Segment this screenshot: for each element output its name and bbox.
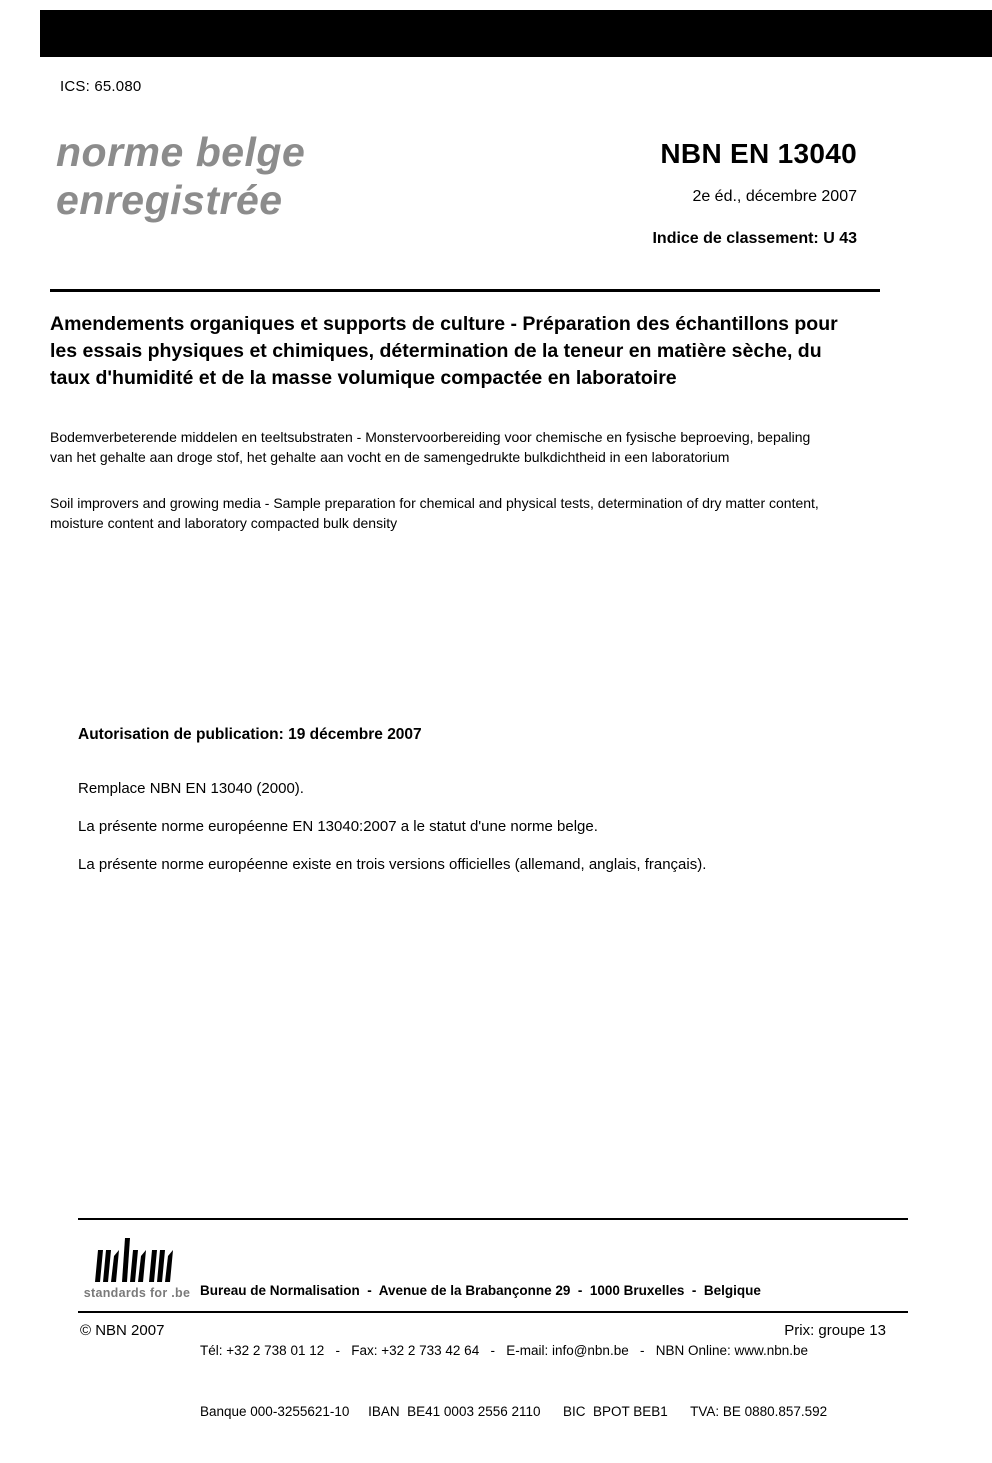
standard-code: NBN EN 13040 (660, 138, 857, 169)
document-kind-heading (56, 128, 305, 225)
edition-date: 2e éd., décembre 2007 (692, 188, 857, 205)
document-kind-line1: norme belge (56, 129, 306, 175)
ics-code: ICS: 65.080 (60, 78, 142, 95)
footer-address-block (200, 1240, 910, 1463)
document-kind-line2: enregistrée (56, 177, 283, 224)
replaces-note: Remplace NBN EN 13040 (2000). (78, 780, 304, 797)
nbn-logo (92, 1236, 182, 1284)
footer-bank-details: Banque 000-3255621-10 IBAN BE41 0003 2556 2110 BIC BPOT BEB1 TVA: BE 0880.857.592 (200, 1404, 828, 1419)
logo-caption: standards for .be (83, 1286, 191, 1300)
copyright-notice: © NBN 2007 (80, 1322, 165, 1339)
header-divider (50, 289, 880, 292)
title-english: Soil improvers and growing media - Sample preparation for chemical and physical tests, determination of dry matter content, moisture content and laboratory compacted bulk density (50, 495, 819, 531)
footer-address: Bureau de Normalisation - Avenue de la Brabançonne 29 - 1000 Bruxelles - Belgique (200, 1282, 761, 1298)
versions-note: La présente norme européenne existe en trois versions officielles (allemand, anglais, français). (78, 856, 707, 873)
footer-divider-bottom (78, 1311, 908, 1313)
nbn-logo-icon (92, 1236, 182, 1284)
footer-divider-top (78, 1218, 908, 1220)
classification-index: Indice de classement: U 43 (652, 230, 857, 247)
reference-block (652, 138, 857, 248)
title-dutch: Bodemverbeterende middelen en teeltsubstraten - Monstervoorbereiding voor chemische en fysische beproeving, bepaling van het gehalte aan droge stof, het gehalte aan vocht en de samengedrukte bulkdichtheid in een laboratorium (50, 429, 811, 465)
top-black-bar (40, 10, 992, 57)
status-note: La présente norme européenne EN 13040:2007 a le statut d'une norme belge. (78, 818, 598, 835)
title-french: Amendements organiques et supports de culture - Préparation des échantillons pour les essais physiques et chimiques, détermination de la teneur en matière sèche, du taux d'humidité et de la masse volumique compactée en laboratoire (50, 313, 838, 389)
footer-contact: Tél: +32 2 738 01 12 - Fax: +32 2 733 42 64 - E-mail: info@nbn.be - NBN Online: www.nbn.be (200, 1343, 809, 1359)
price-group: Prix: groupe 13 (784, 1322, 886, 1339)
publication-authorization: Autorisation de publication: 19 décembre 2007 (78, 726, 422, 743)
